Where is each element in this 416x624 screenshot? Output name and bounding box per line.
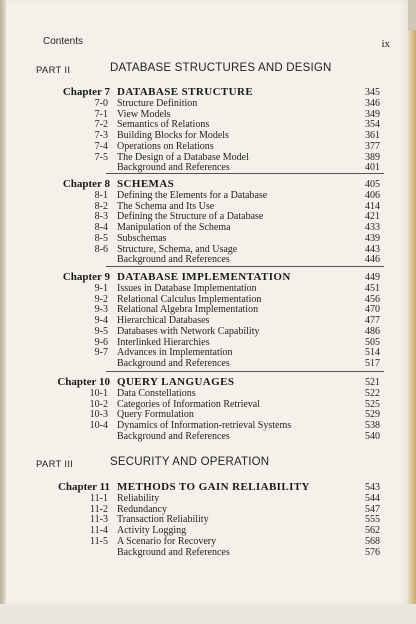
section-page-number: 514 (365, 347, 380, 359)
section-number: 11-1 (90, 493, 108, 504)
section-number: 7-2 (94, 119, 108, 131)
section-title: Dynamics of Information-retrieval Systems (117, 420, 292, 432)
section-number: 8-4 (94, 222, 108, 234)
section-title: Structure, Schema, and Usage (117, 243, 238, 255)
section-page-number: 562 (365, 525, 380, 537)
section-page-number: 529 (365, 409, 380, 421)
chapter-page-number: 345 (365, 87, 380, 98)
chapter-page-number: 521 (365, 377, 380, 388)
chapter-title: SCHEMAS (117, 178, 175, 190)
chapter-label: Chapter 7 (62, 86, 110, 98)
section-title: View Models (117, 108, 171, 120)
chapter-label: Chapter 11 (57, 481, 110, 493)
section-number: 10-1 (89, 388, 108, 399)
section-number: 8-5 (94, 232, 108, 244)
section-title: Background and References (117, 162, 230, 174)
section-title: Background and References (117, 546, 230, 558)
section-title: Advances in Implementation (117, 347, 233, 359)
chapter-title: METHODS TO GAIN RELIABILITY (117, 481, 310, 493)
section-number: 7-1 (94, 108, 108, 120)
chapter-page-number: 449 (365, 272, 380, 283)
section-title: Reliability (117, 493, 160, 504)
section-number: 10-4 (89, 420, 108, 432)
section-page-number: 446 (365, 254, 380, 266)
section-title: Relational Calculus Implementation (117, 293, 262, 305)
section-page-number: 555 (365, 514, 380, 526)
section-number: 10-2 (89, 398, 108, 410)
chapter-label: Chapter 10 (57, 376, 110, 388)
section-page-number: 377 (365, 140, 380, 152)
section-page-number: 443 (365, 243, 380, 255)
section-page-number: 525 (365, 398, 380, 410)
page-number: ix (381, 38, 390, 50)
section-number: 9-5 (94, 325, 108, 337)
section-page-number: 547 (365, 503, 380, 515)
section-title: A Scenario for Recovery (117, 535, 217, 547)
section-title: Transaction Reliability (117, 514, 209, 526)
chapter-label: Chapter 8 (62, 178, 110, 190)
section-title: Redundancy (117, 503, 167, 515)
section-number: 7-5 (94, 151, 108, 163)
section-page-number: 389 (365, 151, 380, 163)
book-page (6, 0, 408, 604)
section-title: Databases with Network Capability (117, 325, 260, 337)
section-page-number: 433 (365, 222, 380, 234)
section-title: Data Constellations (117, 388, 196, 399)
section-title: Query Formulation (117, 409, 194, 421)
section-page-number: 401 (365, 162, 380, 174)
section-page-number: 544 (365, 493, 380, 504)
section-page-number: 406 (365, 190, 380, 201)
chapter-divider (106, 266, 384, 267)
section-title: Building Blocks for Models (117, 130, 229, 142)
section-page-number: 346 (365, 98, 380, 109)
section-title: Categories of Information Retrieval (117, 398, 261, 410)
section-number: 7-3 (94, 130, 108, 142)
section-title: The Schema and Its Use (117, 200, 215, 212)
chapter-title: DATABASE STRUCTURE (117, 86, 254, 98)
section-title: Structure Definition (117, 98, 198, 109)
section-number: 9-4 (94, 315, 108, 327)
book-edge (408, 30, 416, 610)
section-number: 10-3 (89, 409, 108, 421)
section-title: Manipulation of the Schema (117, 222, 231, 234)
section-page-number: 538 (365, 420, 380, 432)
chapter-label: Chapter 9 (62, 271, 110, 283)
section-page-number: 349 (365, 108, 380, 120)
chapter-title: DATABASE IMPLEMENTATION (117, 271, 291, 283)
section-number: 9-2 (94, 293, 108, 305)
section-number: 7-0 (94, 98, 108, 109)
section-page-number: 477 (365, 315, 380, 327)
section-page-number: 414 (365, 200, 380, 212)
section-page-number: 576 (365, 546, 380, 558)
section-title: Relational Algebra Implementation (117, 304, 259, 316)
section-title: Background and References (117, 357, 230, 369)
section-number: 11-4 (90, 525, 108, 537)
section-page-number: 354 (365, 119, 380, 131)
section-title: Background and References (117, 430, 230, 442)
section-page-number: 361 (365, 130, 380, 142)
section-title: Activity Logging (117, 525, 187, 537)
section-title: Issues in Database Implementation (117, 283, 257, 294)
section-page-number: 540 (365, 430, 380, 442)
section-title: Background and References (117, 254, 230, 266)
section-number: 11-5 (90, 535, 108, 547)
section-page-number: 517 (365, 357, 380, 369)
section-title: Interlinked Hierarchies (117, 336, 210, 348)
section-page-number: 522 (365, 388, 380, 399)
section-title: Operations on Relations (117, 140, 214, 152)
section-title: Defining the Elements for a Database (117, 190, 268, 201)
background-surface (0, 604, 416, 624)
running-head: Contents (43, 36, 84, 47)
section-number: 11-3 (90, 514, 108, 526)
section-page-number: 439 (365, 232, 380, 244)
part-title: SECURITY AND OPERATION (110, 456, 270, 468)
section-number: 9-1 (94, 283, 108, 294)
part-label: PART III (36, 459, 74, 470)
section-number: 8-3 (94, 211, 108, 223)
chapter-page-number: 543 (365, 482, 380, 493)
section-number: 7-4 (94, 140, 108, 152)
section-page-number: 470 (365, 304, 380, 316)
section-title: Subschemas (117, 232, 167, 244)
part-label: PART II (36, 65, 71, 76)
section-number: 11-2 (90, 503, 108, 515)
section-title: Defining the Structure of a Database (117, 211, 264, 223)
section-page-number: 568 (365, 535, 380, 547)
chapter-page-number: 405 (365, 179, 380, 190)
part-title: DATABASE STRUCTURES AND DESIGN (110, 62, 332, 74)
chapter-divider (106, 371, 384, 372)
section-title: Hierarchical Databases (117, 315, 210, 327)
section-number: 9-3 (94, 304, 108, 316)
section-number: 9-7 (94, 347, 108, 359)
section-number: 8-1 (94, 190, 108, 201)
section-page-number: 505 (365, 336, 380, 348)
section-page-number: 421 (365, 211, 380, 223)
section-number: 8-2 (94, 200, 108, 212)
chapter-divider (106, 173, 384, 174)
section-page-number: 451 (365, 283, 380, 294)
section-title: Semantics of Relations (117, 119, 210, 131)
section-number: 9-6 (94, 336, 108, 348)
section-title: The Design of a Database Model (117, 151, 249, 163)
section-number: 8-6 (94, 243, 108, 255)
section-page-number: 456 (365, 293, 380, 305)
chapter-title: QUERY LANGUAGES (117, 376, 235, 388)
section-page-number: 486 (365, 325, 380, 337)
